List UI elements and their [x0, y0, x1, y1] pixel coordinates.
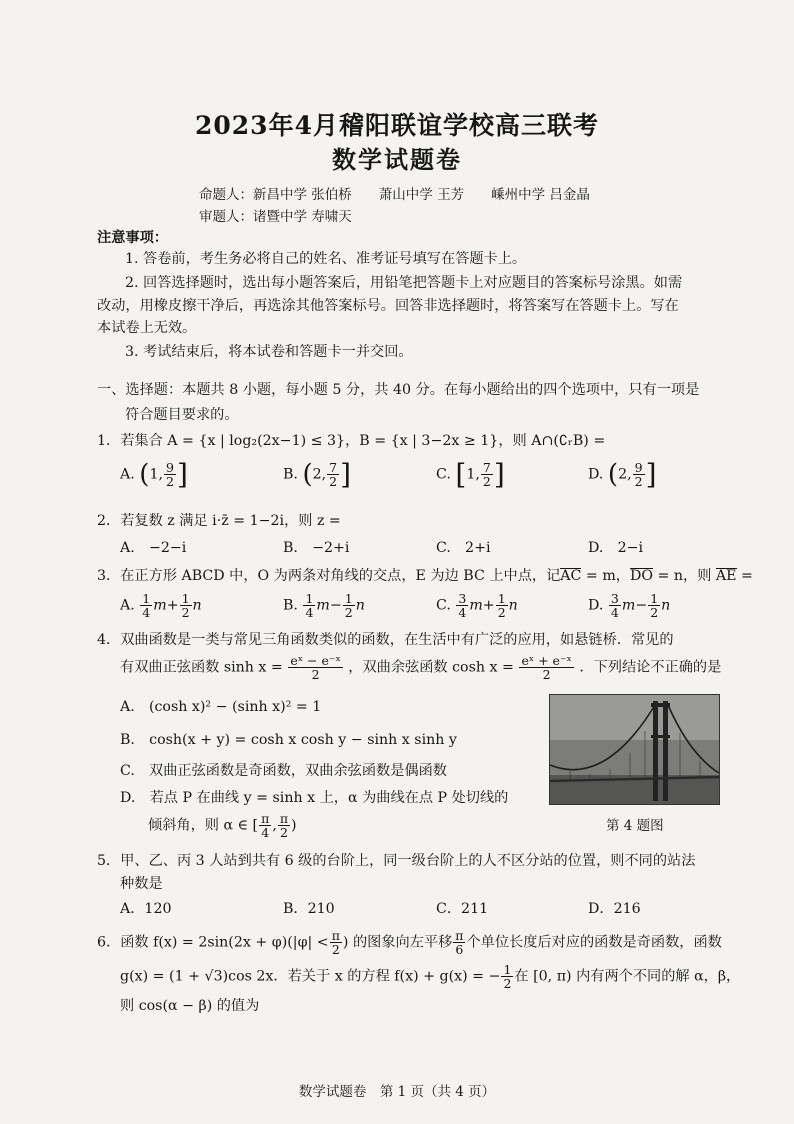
q1-stem: 1．若集合 A = {x | log₂(2x−1) ≤ 3}，B = {x | 3−2x ≥ 1}，则 A∩(∁ᵣB) = — [97, 433, 606, 449]
q3-option-b: B. $\frac{1}{4}$ m− $\frac{1}{2}$ n — [283, 591, 365, 620]
q4-stem-a: 4．双曲函数是一类与常见三角函数类似的函数，在生活中有广泛的应用，如悬链桥．常见的 — [97, 632, 674, 648]
q3-option-a: A. $\frac{1}{4}$ m+ $\frac{1}{2}$ n — [120, 591, 202, 620]
q3-option-d: D. $\frac{3}{4}$ m− $\frac{1}{2}$ n — [588, 591, 671, 620]
q5-option-b: B．210 — [283, 901, 335, 917]
notice-item-1: 1. 答卷前，考生务必将自己的姓名、准考证号填写在答题卡上。 — [125, 251, 527, 267]
exam-subtitle: 数学试题卷 — [332, 145, 462, 174]
q5-stem-b: 种数是 — [120, 876, 163, 892]
q4-option-d-line2: 倾斜角，则 α ∈ [ $\frac{\pi}{4}$ , $\frac{\pi}{2}$ ) — [148, 811, 297, 840]
q5-option-a: A．120 — [120, 901, 172, 917]
notice-item-2b: 改动，用橡皮擦干净后，再选涂其他答案标号。回答非选择题时，将答案写在答题卡上。写在 — [97, 298, 679, 314]
notice-item-2a: 2. 回答选择题时，选出每小题答案后，用铅笔把答题卡上对应题目的答案标号涂黑。如需 — [125, 275, 683, 291]
section1-heading-b: 符合题目要求的。 — [125, 407, 239, 423]
q4-option-b: B. cosh(x + y) = cosh x cosh y − sinh x sinh y — [120, 732, 457, 748]
q4-stem-b: 有双曲正弦函数 sinh x = $\frac{\text{eˣ − e⁻ˣ}}{2}$ ，双曲余弦函数 cosh x = $\frac{\text{eˣ + e⁻ˣ}}{2}$ ．下列结论不正确的是 — [120, 653, 722, 682]
notice-item-2c: 本试卷上无效。 — [97, 320, 197, 336]
q2-stem: 2．若复数 z 满足 i·z̄ = 1−2i，则 z = — [97, 513, 341, 529]
q3-stem: 3．在正方形 ABCD 中，O 为两条对角线的交点，E 为边 BC 上中点，记AC = m，DO = n，则 AE = — [97, 568, 753, 584]
reviewers-line: 审题人：诸暨中学 寿啸天 — [199, 209, 352, 225]
section1-heading-a: 一、选择题：本题共 8 小题，每小题 5 分，共 40 分。在每小题给出的四个选项中，只有一项是 — [97, 382, 700, 398]
page-footer: 数学试题卷 第 1 页（共 4 页） — [298, 1084, 496, 1100]
q5-stem-a: 5．甲、乙、丙 3 人站到共有 6 级的台阶上，同一级台阶上的人不区分站的位置，则不同的站法 — [97, 853, 696, 869]
figure-caption: 第 4 题图 — [606, 818, 664, 834]
q6-line3: 则 cos(α − β) 的值为 — [120, 998, 260, 1014]
q6-line1: 6．函数 f(x) = 2sin(2x + φ)(|φ| < $\frac{\pi}{2}$ ) 的图象向左平移 $\frac{\pi}{6}$ 个单位长度后对应的函数是奇函数，函数 — [97, 928, 722, 957]
q2-option-a: A. −2−i — [120, 540, 187, 556]
q1-option-c: C. [1, $\frac{7}{2}$ ] — [436, 458, 505, 491]
q4-option-c: C. 双曲正弦函数是奇函数，双曲余弦函数是偶函数 — [120, 763, 447, 779]
notice-item-3: 3. 考试结束后，将本试卷和答题卡一并交回。 — [125, 344, 413, 360]
notice-heading: 注意事项： — [97, 230, 168, 246]
exam-title: 2023年4月稽阳联谊学校高三联考 — [195, 111, 599, 140]
q1-option-d: D. (2, $\frac{9}{2}$ ] — [588, 458, 657, 491]
bridge-illustration — [550, 695, 719, 804]
q1-option-a: A. (1, $\frac{9}{2}$ ] — [120, 458, 188, 491]
suspension-bridge-image — [549, 694, 720, 805]
q2-option-c: C. 2+i — [436, 540, 491, 556]
q4-option-a: A. (cosh x)² − (sinh x)² = 1 — [120, 699, 322, 715]
authors-line: 命题人：新昌中学 张伯桥 萧山中学 王芳 嵊州中学 吕金晶 — [199, 187, 590, 203]
q6-line2: g(x) = (1 + √3)cos 2x．若关于 x 的方程 f(x) + g(x) = − $\frac{1}{2}$ 在 [0, π) 内有两个不同的解 α，β， — [120, 962, 741, 991]
q2-option-d: D. 2−i — [588, 540, 644, 556]
q1-option-b: B. (2, $\frac{7}{2}$ ] — [283, 458, 352, 491]
q4-option-d-line1: D. 若点 P 在曲线 y = sinh x 上，α 为曲线在点 P 处切线的 — [120, 790, 509, 806]
q2-option-b: B. −2+i — [283, 540, 350, 556]
q3-option-c: C. $\frac{3}{4}$ m+ $\frac{1}{2}$ n — [436, 591, 518, 620]
q5-option-d: D．216 — [588, 901, 641, 917]
q5-option-c: C．211 — [436, 901, 489, 917]
